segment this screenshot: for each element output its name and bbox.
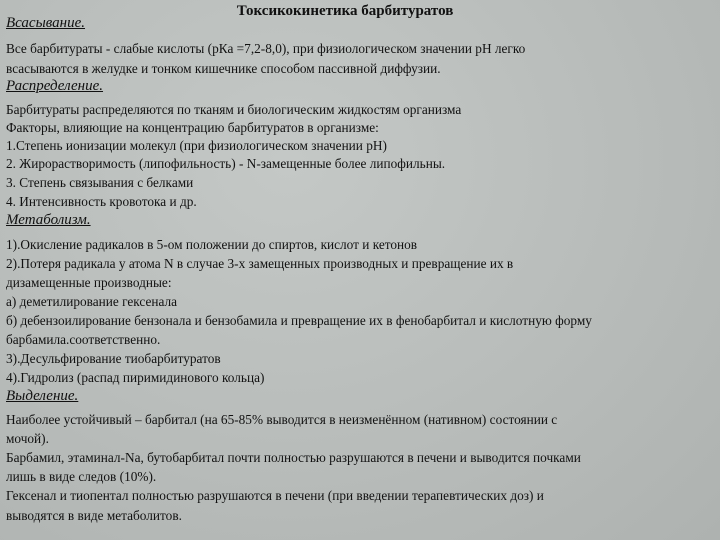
excretion-line: Наиболее устойчивый – барбитал (на 65-85% выводится в неизменённом (нативном) состоянии с xyxy=(6,412,558,427)
metabolism-line: 4).Гидролиз (распад пиримидинового кольца) xyxy=(6,370,265,385)
metabolism-heading: Метаболизм. xyxy=(6,212,91,228)
metabolism-line: барбамила.соответственно. xyxy=(6,332,161,347)
metabolism-line: б) дебензоилирование бензонала и бензобамила и превращение их в фенобарбитал и кислотную форму xyxy=(6,313,592,328)
distribution-line: 2. Жирорастворимость (липофильность) - N-замещенные более липофильны. xyxy=(6,156,446,171)
distribution-line: 3. Степень связывания с белками xyxy=(6,175,194,190)
metabolism-line: 1).Окисление радикалов в 5-ом положении до спиртов, кислот и кетонов xyxy=(6,237,418,252)
excretion-line: лишь в виде следов (10%). xyxy=(6,469,157,484)
metabolism-line: 2).Потеря радикала у атома N в случае 3-х замещенных производных и превращение их в xyxy=(6,256,514,271)
excretion-heading: Выделение. xyxy=(6,388,79,404)
distribution-heading: Распределение. xyxy=(6,78,104,94)
slide-title: Токсикокинетика барбитуратов xyxy=(236,3,454,19)
absorption-line: Все барбитураты - слабые кислоты (рКа =7,2-8,0), при физиологическом значении рН легко xyxy=(6,41,526,56)
excretion-line: мочой). xyxy=(6,431,49,446)
metabolism-line: 3).Десульфирование тиобарбитуратов xyxy=(6,351,221,366)
distribution-line: 1.Степень ионизации молекул (при физиологическом значении рН) xyxy=(6,138,387,153)
metabolism-line: дизамещенные производные: xyxy=(6,275,172,290)
excretion-line: выводятся в виде метаболитов. xyxy=(6,508,182,523)
absorption-heading: Всасывание. xyxy=(6,15,86,31)
metabolism-line: а) деметилирование гексенала xyxy=(6,294,178,309)
distribution-line: Барбитураты распределяются по тканям и биологическим жидкостям организма xyxy=(6,102,462,117)
distribution-line: Факторы, влияющие на концентрацию барбитуратов в организме: xyxy=(6,120,379,135)
distribution-line: 4. Интенсивность кровотока и др. xyxy=(6,194,197,209)
excretion-line: Гексенал и тиопентал полностью разрушаются в печени (при введении терапевтических доз) и xyxy=(6,488,544,503)
excretion-line: Барбамил, этаминал-Na, бутобарбитал почти полностью разрушаются в печени и выводится почками xyxy=(6,450,581,465)
absorption-line: всасываются в желудке и тонком кишечнике способом пассивной диффузии. xyxy=(6,61,441,76)
